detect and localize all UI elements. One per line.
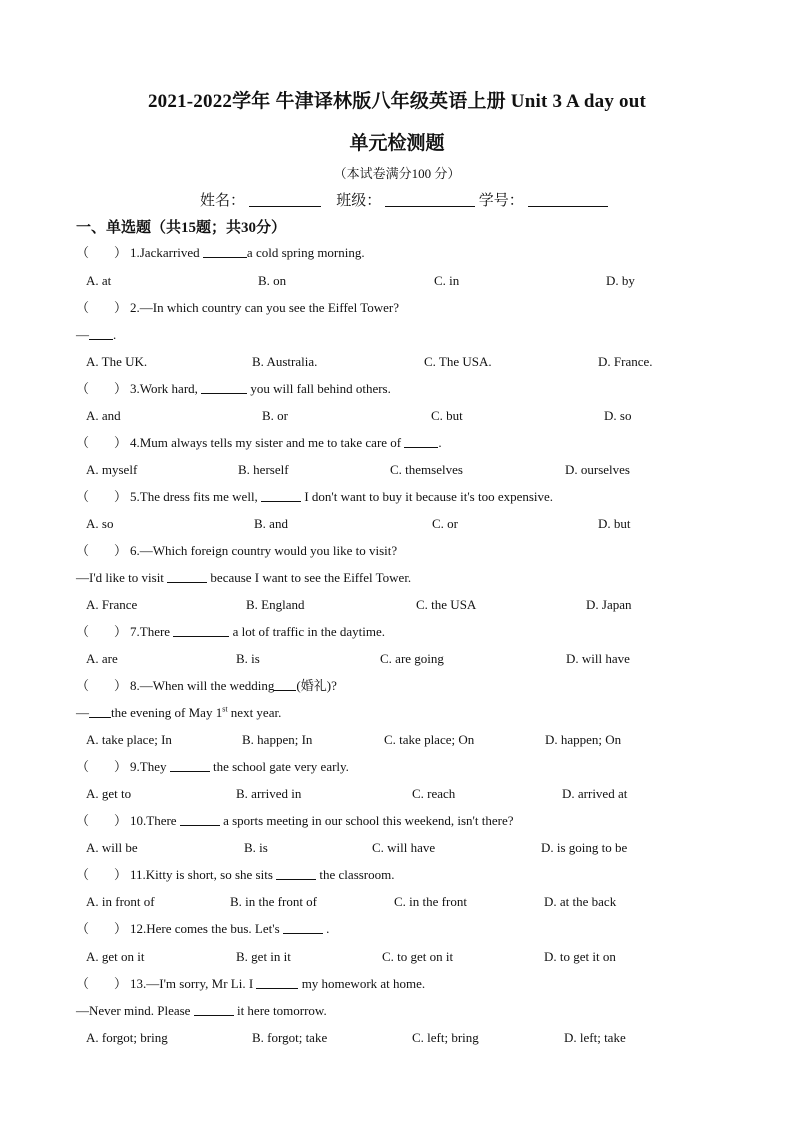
option-d: D. Japan: [586, 597, 632, 612]
options-6: [86, 596, 746, 614]
option-b: B. in the front of: [230, 894, 318, 909]
option-a: A. myself: [86, 462, 138, 477]
option-d: D. is going to be: [541, 840, 628, 855]
option-a: A. and: [86, 408, 121, 423]
option-a: A. take place; In: [86, 732, 172, 747]
exam-title: 2021-2022学年 牛津译林版八年级英语上册 Unit 3 A day out: [147, 91, 646, 112]
option-d: D. will have: [566, 651, 630, 666]
options-8: [86, 731, 746, 749]
answer-line-8: — the evening of May 1st next year.: [76, 704, 282, 720]
option-d: D. at the back: [544, 894, 617, 909]
question-10: （ ） 10.There a sports meeting in our school this weekend, isn't there?: [76, 813, 514, 828]
question-11: （ ） 11.Kitty is short, so she sits the classroom.: [76, 867, 395, 882]
option-c: C. take place; On: [384, 732, 475, 747]
option-b: B. happen; In: [242, 732, 313, 747]
question-7: （ ） 7.There a lot of traffic in the daytime.: [76, 624, 386, 639]
options-7: [86, 650, 746, 668]
id-label: 学号：: [478, 193, 524, 209]
option-d: D. ourselves: [565, 462, 630, 477]
question-5: （ ） 5.The dress fits me well, I don't want to buy it because it's too expensive.: [76, 489, 554, 504]
options-11: [86, 893, 746, 911]
options-12: [86, 948, 746, 966]
option-a: A. so: [86, 516, 114, 531]
name-blank: [249, 192, 321, 207]
option-b: B. is: [236, 651, 260, 666]
option-b: B. or: [262, 408, 288, 423]
name-label: 姓名：: [200, 193, 246, 209]
option-b: B. is: [244, 840, 268, 855]
option-b: B. England: [246, 597, 305, 612]
score-note: （本试卷满分100 分）: [333, 166, 461, 181]
option-d: D. left; take: [564, 1030, 626, 1045]
question-2: （ ） 2.—In which country can you see the Eiffel Tower?: [76, 300, 399, 315]
option-c: C. The USA.: [424, 354, 492, 369]
question-13: （ ） 13.—I'm sorry, Mr Li. I my homework at home.: [76, 976, 426, 991]
option-c: C. are going: [380, 651, 444, 666]
option-b: B. and: [254, 516, 288, 531]
answer-line-13: —Never mind. Please it here tomorrow.: [76, 1003, 327, 1018]
option-c: C. to get on it: [382, 949, 454, 964]
option-c: C. in: [434, 273, 460, 288]
option-c: C. in the front: [394, 894, 467, 909]
answer-line-6: —I'd like to visit because I want to see the Eiffel Tower.: [76, 570, 412, 585]
question-9: （ ） 9.They the school gate very early.: [76, 759, 349, 774]
option-d: D. but: [598, 516, 631, 531]
option-a: A. are: [86, 651, 118, 666]
question-6: （ ） 6.—Which foreign country would you like to visit?: [76, 543, 398, 558]
options-9: [86, 785, 746, 803]
option-c: C. will have: [372, 840, 436, 855]
section-title: 一、单选题（共15题；共30分）: [76, 220, 287, 236]
option-b: B. herself: [238, 462, 289, 477]
question-8: （ ） 8.—When will the wedding (婚礼)?: [76, 678, 337, 693]
option-c: C. or: [432, 516, 458, 531]
option-d: D. France.: [598, 354, 653, 369]
option-a: A. get to: [86, 786, 132, 801]
option-a: A. forgot; bring: [86, 1030, 168, 1045]
option-d: D. so: [604, 408, 632, 423]
option-d: D. to get it on: [544, 949, 616, 964]
options-5: [86, 515, 746, 533]
class-label: 班级：: [336, 193, 382, 209]
class-blank: [385, 192, 475, 207]
student-info: [200, 189, 608, 210]
question-12: （ ） 12.Here comes the bus. Let's .: [76, 921, 330, 936]
options-2: [86, 353, 746, 371]
option-b: B. arrived in: [236, 786, 302, 801]
option-b: B. on: [258, 273, 287, 288]
options-13: [86, 1029, 746, 1047]
option-d: D. arrived at: [562, 786, 628, 801]
option-b: B. get in it: [236, 949, 291, 964]
options-1: [86, 272, 746, 290]
option-d: D. by: [606, 273, 635, 288]
question-1: （ ） 1.Jackarrived a cold spring morning.: [76, 245, 365, 260]
option-b: B. Australia.: [252, 354, 318, 369]
option-a: A. The UK.: [86, 354, 148, 369]
option-b: B. forgot; take: [252, 1030, 328, 1045]
option-c: C. the USA: [416, 597, 477, 612]
id-blank: [528, 192, 608, 207]
option-a: A. France: [86, 597, 138, 612]
question-4: （ ） 4.Mum always tells my sister and me to take care of .: [76, 435, 442, 450]
option-c: C. themselves: [390, 462, 463, 477]
option-c: C. left; bring: [412, 1030, 479, 1045]
exam-subtitle: 单元检测题: [349, 133, 445, 154]
question-3: （ ） 3.Work hard, you will fall behind others.: [76, 381, 391, 396]
option-a: A. at: [86, 273, 112, 288]
option-c: C. but: [431, 408, 463, 423]
option-a: A. get on it: [86, 949, 145, 964]
options-10: [86, 839, 746, 857]
answer-line-2: — .: [76, 327, 117, 342]
options-4: [86, 461, 746, 479]
option-d: D. happen; On: [545, 732, 622, 747]
option-a: A. in front of: [86, 894, 155, 909]
option-a: A. will be: [86, 840, 138, 855]
option-c: C. reach: [412, 786, 456, 801]
options-3: [86, 407, 746, 425]
